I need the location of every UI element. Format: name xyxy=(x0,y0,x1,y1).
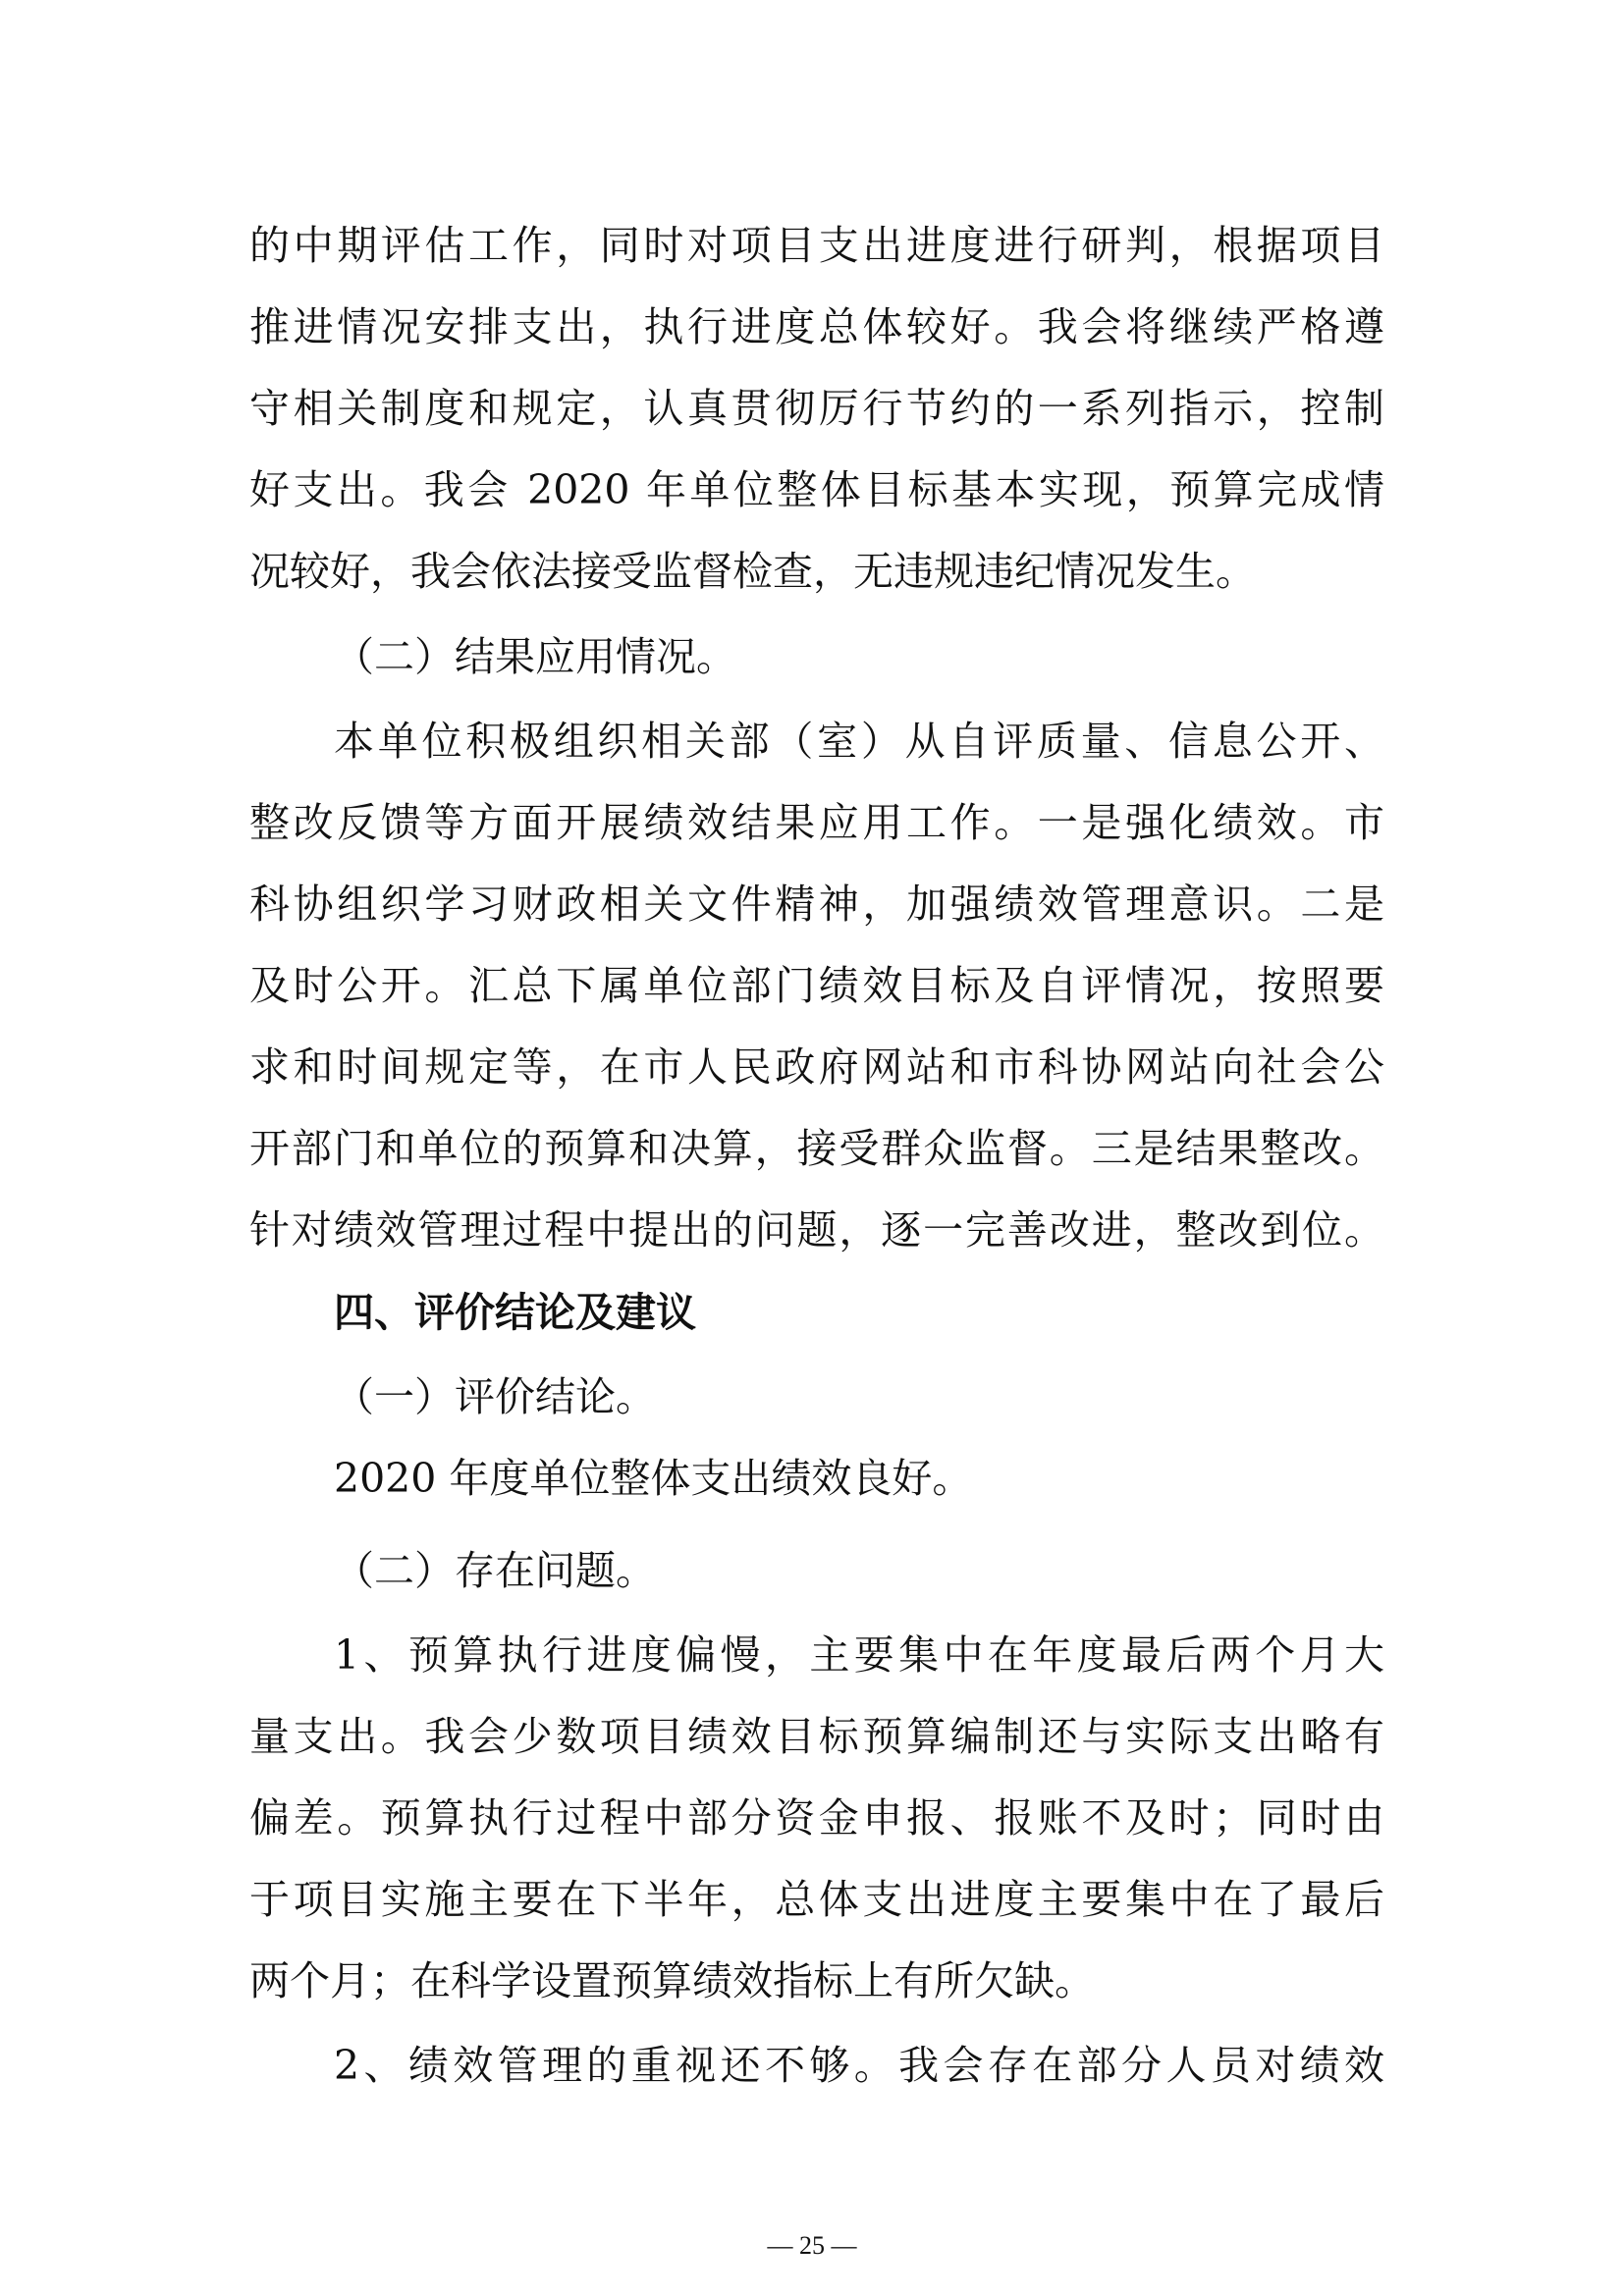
body-text-line: 量支出。我会少数项目绩效目标预算编制还与实际支出略有 xyxy=(249,1713,1384,1760)
body-text-line: 两个月；在科学设置预算绩效指标上有所欠缺。 xyxy=(249,1957,1095,2004)
subsection-heading: （二）结果应用情况。 xyxy=(334,633,736,680)
body-text-line: 守相关制度和规定，认真贯彻厉行节约的一系列指示，控制 xyxy=(249,385,1384,432)
paragraph-first-line: 本单位积极组织相关部（室）从自评质量、信息公开、 xyxy=(334,718,1384,765)
body-text-line: 科协组织学习财政相关文件精神，加强绩效管理意识。二是 xyxy=(249,881,1384,928)
body-text-line: 及时公开。汇总下属单位部门绩效目标及自评情况，按照要 xyxy=(249,962,1384,1009)
body-text-line: 开部门和单位的预算和决算，接受群众监督。三是结果整改。 xyxy=(249,1125,1384,1172)
paragraph-first-line: 1、预算执行进度偏慢，主要集中在年度最后两个月大 xyxy=(334,1631,1384,1679)
body-text-line: 求和时间规定等，在市人民政府网站和市科协网站向社会公 xyxy=(249,1043,1384,1091)
section-heading: 四、评价结论及建议 xyxy=(334,1289,696,1336)
body-text-line: 推进情况安排支出，执行进度总体较好。我会将继续严格遵 xyxy=(249,303,1384,350)
body-text-line: 偏差。预算执行过程中部分资金申报、报账不及时；同时由 xyxy=(249,1794,1384,1842)
body-text-line: 整改反馈等方面开展绩效结果应用工作。一是强化绩效。市 xyxy=(249,799,1384,846)
subsection-heading: （二）存在问题。 xyxy=(334,1547,656,1594)
paragraph-first-line: 2020 年度单位整体支出绩效良好。 xyxy=(334,1455,973,1502)
body-text-line: 针对绩效管理过程中提出的问题，逐一完善改进，整改到位。 xyxy=(249,1206,1384,1254)
body-text-line: 好支出。我会 2020 年单位整体目标基本实现，预算完成情 xyxy=(249,466,1384,513)
body-text-line: 于项目实施主要在下半年，总体支出进度主要集中在了最后 xyxy=(249,1876,1384,1923)
paragraph-first-line: 2、绩效管理的重视还不够。我会存在部分人员对绩效 xyxy=(334,2042,1384,2089)
page-number: — 25 — xyxy=(767,2231,857,2260)
subsection-heading: （一）评价结论。 xyxy=(334,1373,656,1420)
body-text-line: 的中期评估工作，同时对项目支出进度进行研判，根据项目 xyxy=(249,222,1384,269)
body-text-line: 况较好，我会依法接受监督检查，无违规违纪情况发生。 xyxy=(249,548,1256,595)
